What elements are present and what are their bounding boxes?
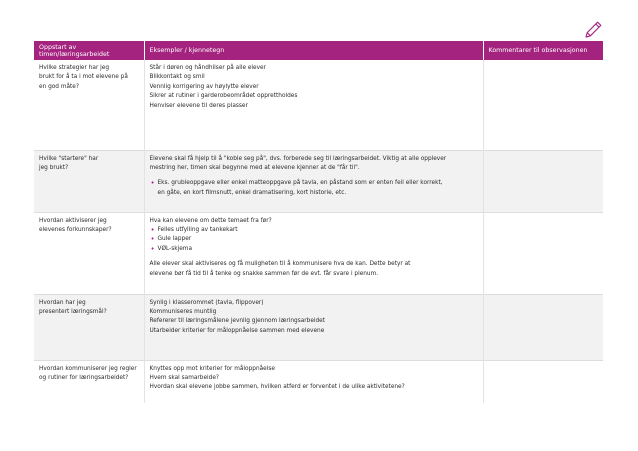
row-question: Hvilke "startere" har jeg brukt? [34, 150, 144, 212]
pencil-icon [583, 20, 603, 40]
row-examples: Står i døren og håndhilser på alle elever Blikkontakt og smil Vennlig korrigering av høylytte elever Sikrer at rutiner i garderobeområdet opprettholdes Henviser elevene til deres plasser [144, 60, 483, 150]
table-row [34, 294, 603, 360]
row-comment-cell[interactable] [483, 60, 603, 150]
list-item: • Eks. grubleoppgave eller enkel matteoppgave på tavla, en påstand som er enten feil eller korrekt, en gåte, en kort filmsnutt, enkel dramatisering, kort historie, etc. [150, 179, 478, 198]
table-header [34, 41, 603, 60]
table-row [34, 150, 603, 212]
row-comment-cell[interactable] [483, 150, 603, 212]
header-examples: Eksempler / kjennetegn [144, 41, 483, 60]
observation-table [34, 41, 603, 403]
row-comment-cell[interactable] [483, 294, 603, 360]
list-item: • Gule lapper [150, 235, 478, 244]
row-comment-cell[interactable] [483, 212, 603, 294]
row-comment-cell[interactable] [483, 360, 603, 403]
header-start-of-lesson: Oppstart av timen/læringsarbeidet [34, 41, 144, 60]
row-question: Hvilke strategier har jeg brukt for å ta i mot elevene på en god måte? [34, 60, 144, 150]
table-row [34, 60, 603, 150]
row-question: Hvordan har jeg presentert læringsmål? [34, 294, 144, 360]
header-comments: Kommentarer til observasjonen [483, 41, 603, 60]
table-row [34, 360, 603, 403]
row-examples: Synlig i klasserommet (tavla, flippover) Kommuniseres muntlig Refererer til læringsmålene jevnlig gjennom læringsarbeidet Utarbeider kriterier for måloppnåelse sammen med elevene [144, 294, 483, 360]
list-item: • Felles utfylling av tankekart [150, 226, 478, 235]
table-row [34, 212, 603, 294]
list-item: • VØL-skjema [150, 245, 478, 254]
row-examples: Knyttes opp mot kriterier for måloppnåelse Hvem skal samarbeide? Hvordan skal elevene jobbe sammen, hvilken atferd er forventet i de ulike aktivitetene? [144, 360, 483, 403]
row-examples: Hva kan elevene om dette temaet fra før? • Felles utfylling av tankekart • Gule lapper • VØL-skjema Alle elever skal aktiviseres og få muligheten til å kommunisere hva de kan. Dette betyr at elevene bør få tid til å tenke og snakke sammen før de evt. får svare i plenum. [144, 212, 483, 294]
row-question: Hvordan aktiviserer jeg elevenes forkunnskaper? [34, 212, 144, 294]
row-examples: Elevene skal få hjelp til å "koble seg på", dvs. forberede seg til læringsarbeidet. Viktig at alle opplever mestring her, timen skal begynne med at elevene kjenner at de "får til". • Eks. grubleoppgave eller enkel matteoppgave på tavla, en påstand som er enten feil eller korrekt, en gåte, en kort filmsnutt, enkel dramatisering, kort historie, etc. [144, 150, 483, 212]
row-question: Hvordan kommuniserer jeg regler og rutiner for læringsarbeidet? [34, 360, 144, 403]
